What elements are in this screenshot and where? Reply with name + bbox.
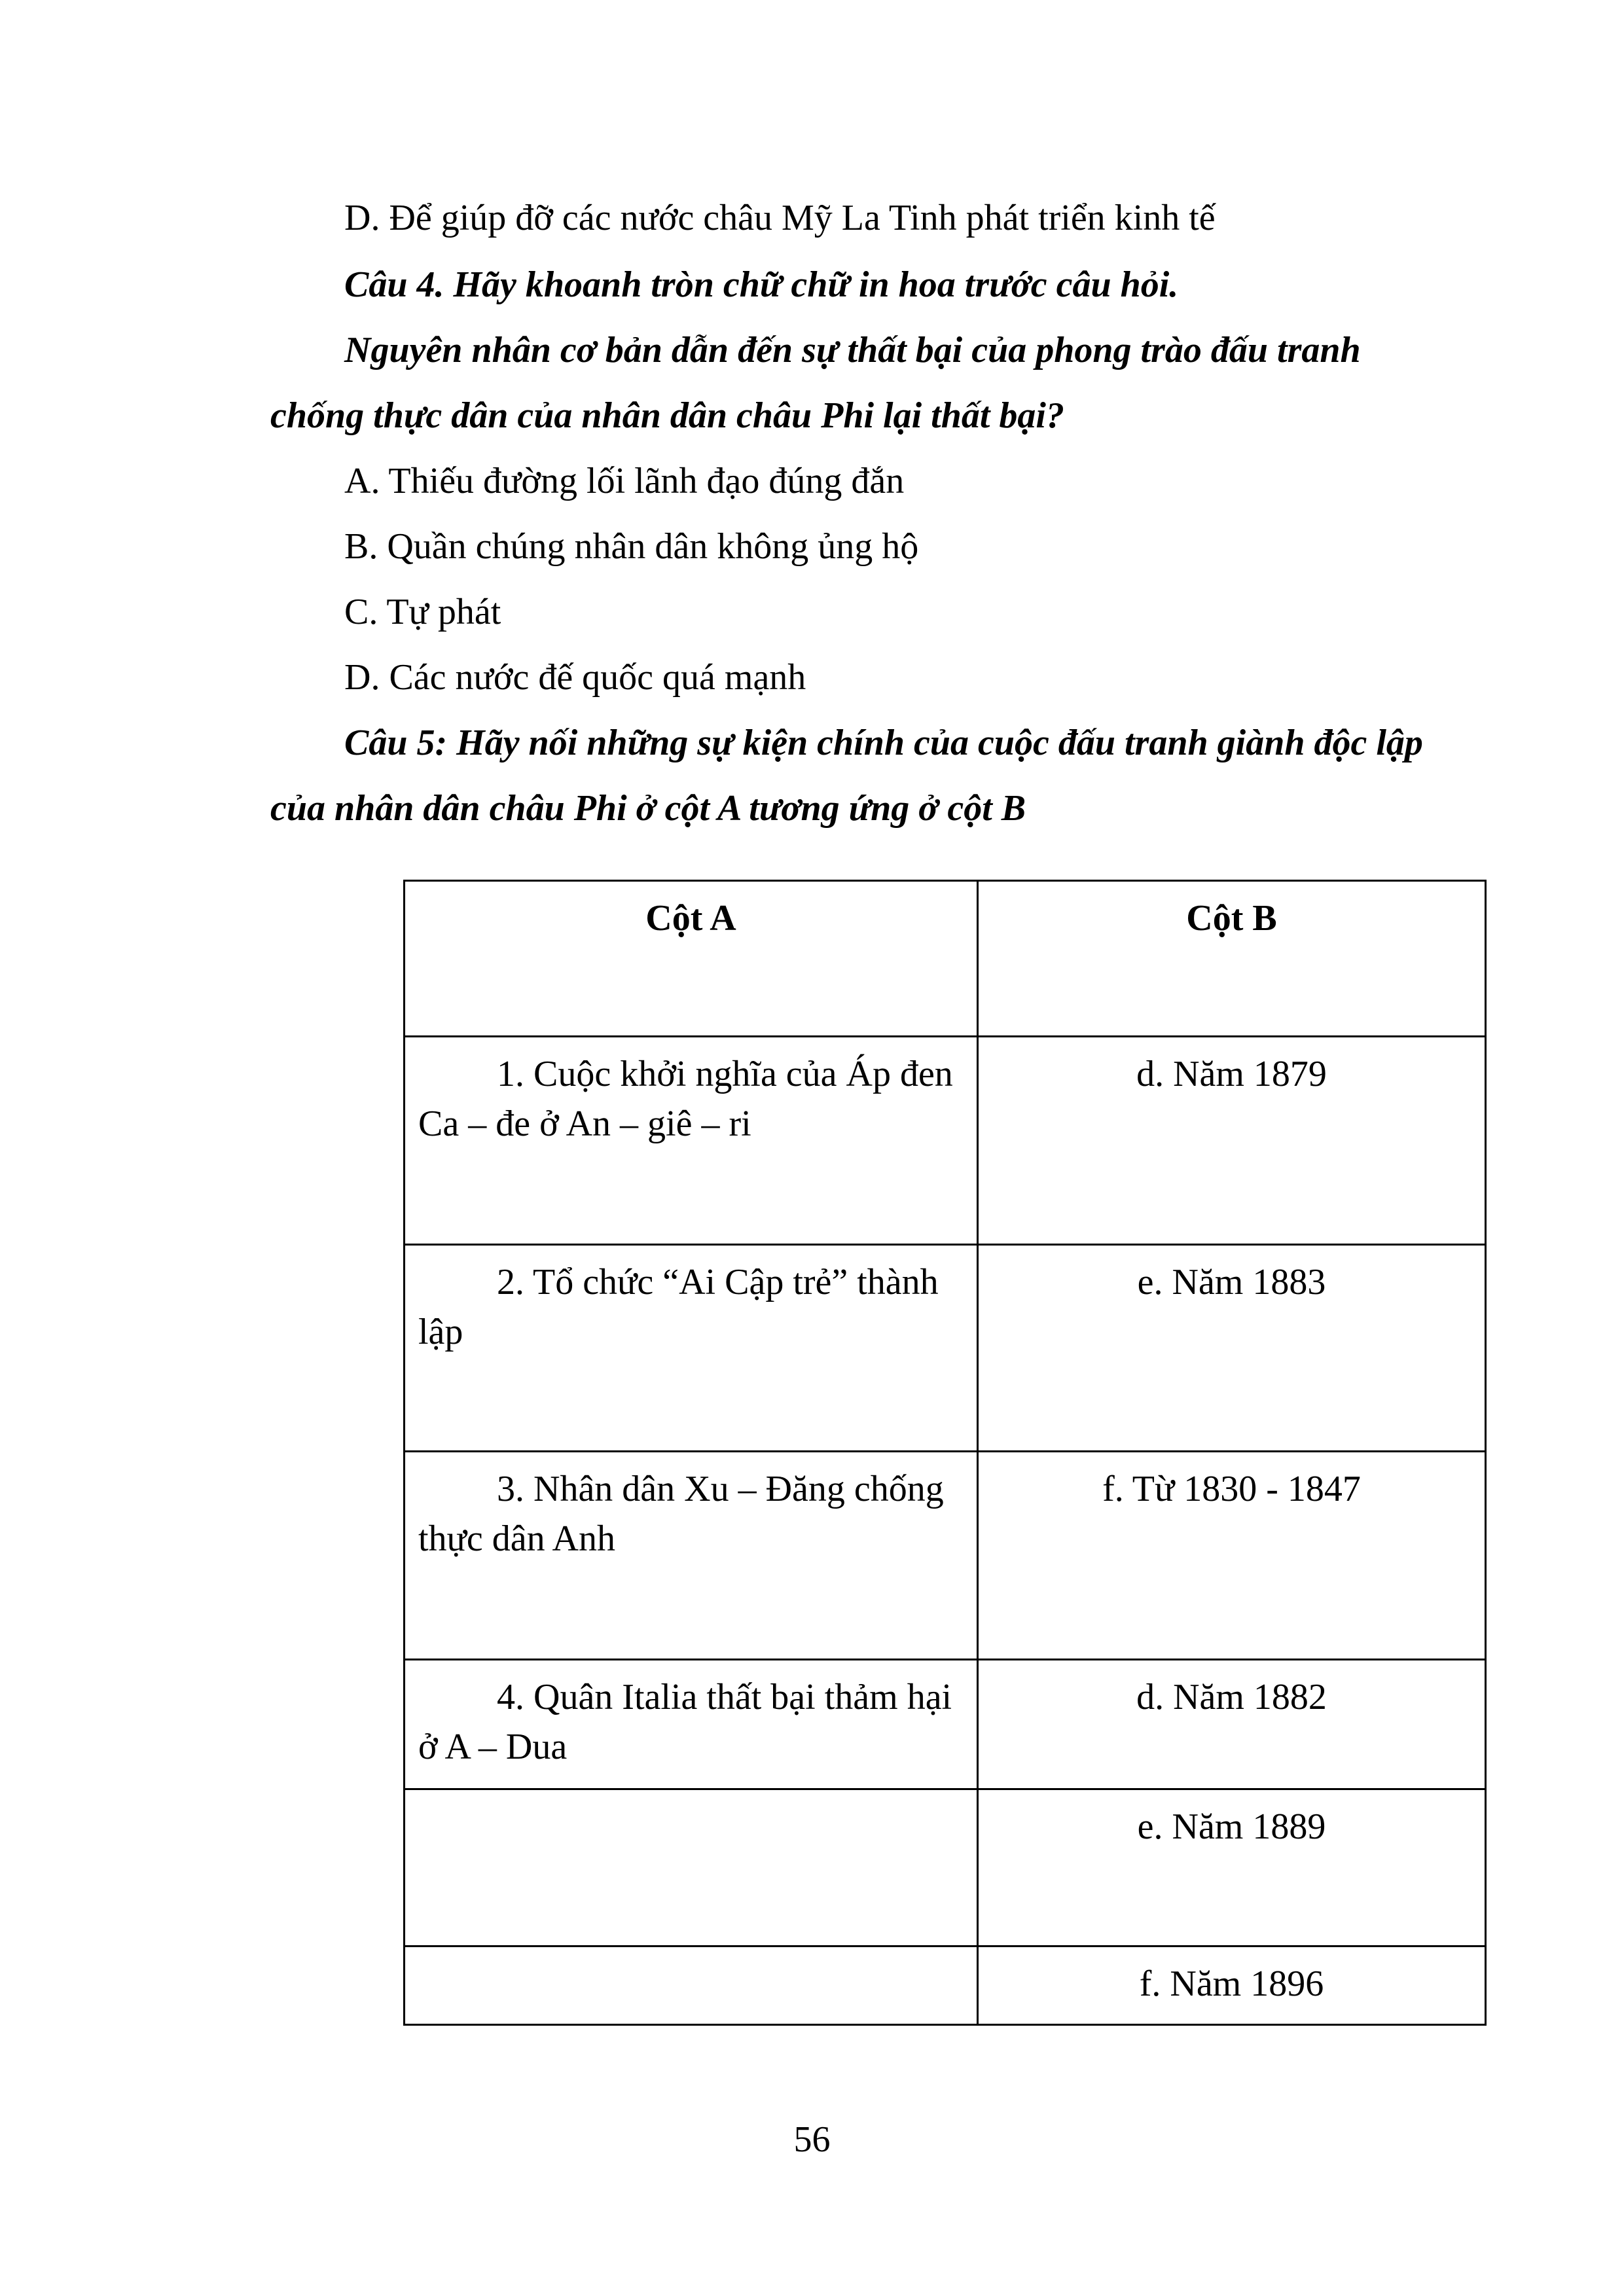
column-a-cell [405, 1789, 978, 1946]
matching-table [403, 880, 1487, 2026]
column-a-cell: 3. Nhân dân Xu – Đăng chống thực dân Anh [405, 1452, 978, 1660]
column-a-header: Cột A [405, 881, 978, 1037]
q4-option-d: D. Các nước đế quốc quá mạnh [344, 657, 806, 698]
table-row [405, 1789, 1486, 1946]
table-row [405, 1660, 1486, 1789]
column-b-cell: f. Từ 1830 - 1847 [978, 1452, 1486, 1660]
table-row [405, 1946, 1486, 2025]
q4-option-c: C. Tự phát [344, 592, 501, 632]
column-a-cell: 1. Cuộc khởi nghĩa của Áp đen Ca – đe ở An – giê – ri [405, 1037, 978, 1245]
column-b-cell: e. Năm 1889 [978, 1789, 1486, 1946]
column-a-cell: 4. Quân Italia thất bại thảm hại ở A – Dua [405, 1660, 978, 1789]
column-a-cell [405, 1946, 978, 2025]
page-number: 56 [793, 2119, 831, 2160]
q4-option-b: B. Quần chúng nhân dân không ủng hộ [344, 526, 919, 567]
column-b-header: Cột B [978, 881, 1486, 1037]
column-a-cell: 2. Tổ chức “Ai Cập trẻ” thành lập [405, 1245, 978, 1452]
table-row [405, 1245, 1486, 1452]
q4-heading: Câu 4. Hãy khoanh tròn chữ chữ in hoa trước câu hỏi. [344, 264, 1179, 305]
table-header-row [405, 881, 1486, 1037]
q3-option-d: D. Để giúp đỡ các nước châu Mỹ La Tinh phát triển kinh tế [344, 198, 1216, 238]
table-row [405, 1452, 1486, 1660]
column-b-cell: d. Năm 1882 [978, 1660, 1486, 1789]
table-row [405, 1037, 1486, 1245]
q4-prompt-line2: chống thực dân của nhân dân châu Phi lại thất bại? [270, 395, 1064, 436]
q4-option-a: A. Thiếu đường lối lãnh đạo đúng đắn [344, 461, 905, 501]
column-b-cell: f. Năm 1896 [978, 1946, 1486, 2025]
q5-heading-line1: Câu 5: Hãy nối những sự kiện chính của cuộc đấu tranh giành độc lập [344, 723, 1423, 763]
q4-prompt-line1: Nguyên nhân cơ bản dẫn đến sự thất bại của phong trào đấu tranh [344, 330, 1361, 370]
q5-heading-line2: của nhân dân châu Phi ở cột A tương ứng ở cột B [270, 788, 1026, 829]
column-b-cell: e. Năm 1883 [978, 1245, 1486, 1452]
column-b-cell: d. Năm 1879 [978, 1037, 1486, 1245]
